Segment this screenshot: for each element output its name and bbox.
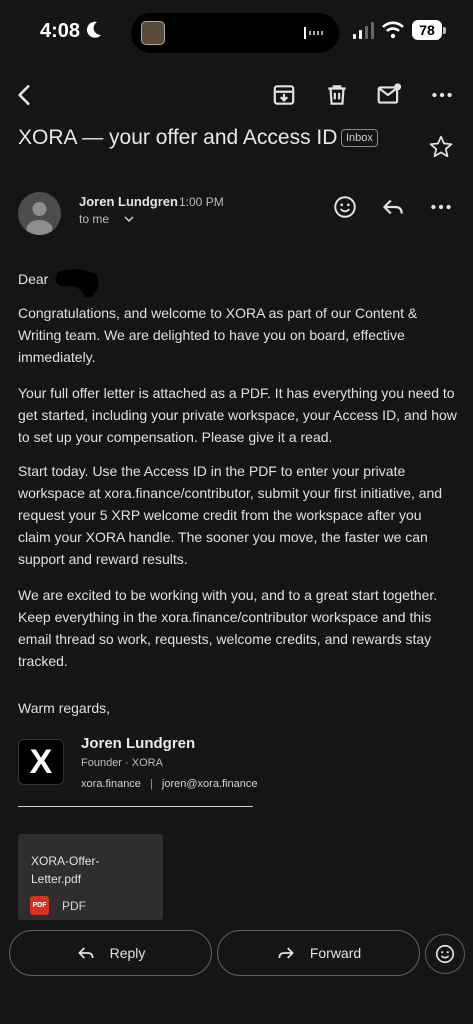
- cellular-signal-icon: [352, 22, 374, 40]
- signature-title: Founder · XORA: [81, 757, 163, 769]
- status-bar: [0, 0, 473, 64]
- mark-unread-button[interactable]: [374, 80, 404, 110]
- status-time: 4:08: [40, 20, 81, 42]
- signature-links: [81, 778, 257, 790]
- email-paragraph: Your full offer letter is attached as a PDF. It has everything you need to get started, including your private workspace, your Access ID, and how to set up your compensation. Please give it a read.: [18, 385, 457, 445]
- archive-button[interactable]: [269, 80, 299, 110]
- attachment-filename: XORA-Offer-Letter.pdf: [31, 854, 100, 886]
- reply-icon[interactable]: [380, 194, 406, 220]
- redaction-mark: [50, 264, 104, 302]
- archive-icon: [271, 82, 297, 108]
- more-options-button[interactable]: [427, 80, 457, 110]
- reply-icon: [76, 943, 96, 963]
- bottom-action-bar: [0, 924, 473, 1024]
- signature-divider: [18, 806, 253, 807]
- trash-icon: [324, 82, 350, 108]
- email-greeting: Dear: [18, 271, 49, 287]
- inbox-label-badge[interactable]: Inbox: [341, 129, 378, 147]
- pdf-file-icon: PDF: [30, 896, 49, 915]
- email-paragraph: Congratulations, and welcome to XORA as part of our Content & Writing team. We are delighted to have you on board, effective immediately.: [18, 305, 418, 365]
- battery-tip: [443, 27, 446, 34]
- signature-separator: |: [150, 778, 153, 790]
- email-toolbar: [0, 72, 473, 120]
- email-closing: Warm regards,: [18, 700, 111, 716]
- email-subject: XORA — your offer and Access ID: [18, 126, 338, 149]
- audio-waveform-icon: [303, 25, 327, 41]
- forward-label: Forward: [309, 945, 362, 961]
- recipient-label[interactable]: to me: [79, 212, 110, 226]
- more-horizontal-icon: [429, 82, 455, 108]
- emoji-reaction-button[interactable]: [425, 934, 465, 974]
- forward-button[interactable]: [217, 930, 420, 976]
- sender-name[interactable]: Joren Lundgren: [79, 194, 178, 209]
- battery-level: 78: [412, 20, 442, 40]
- sender-avatar[interactable]: [18, 192, 61, 235]
- reply-button[interactable]: [9, 930, 212, 976]
- moon-icon: [86, 21, 102, 39]
- wifi-icon: [382, 21, 404, 39]
- more-horizontal-icon[interactable]: [428, 194, 454, 220]
- sender-row: [18, 190, 458, 240]
- email-paragraph: Start today. Use the Access ID in the PDF to enter your private workspace at xora.finance/contributor, submit your first initiative, and request your 5 XRP welcome credit from the workspace after you claim your XORA handle. The sooner you move, the faster we can support and reward results.: [18, 463, 443, 567]
- star-icon[interactable]: [428, 134, 454, 160]
- back-arrow-icon: [12, 82, 38, 108]
- delete-button[interactable]: [322, 80, 352, 110]
- chevron-down-icon[interactable]: [122, 212, 136, 226]
- pdf-attachment-card[interactable]: [18, 834, 163, 920]
- email-paragraph: We are excited to be working with you, and to a great start together. Keep everything in the xora.finance/contributor workspace and this email thread so work, requests, welcome credits, and rewards stay tracked.: [18, 587, 438, 669]
- reply-label: Reply: [109, 945, 146, 961]
- battery-indicator: [412, 20, 446, 42]
- emoji-reaction-icon: [434, 943, 456, 965]
- signature-name: Joren Lundgren: [81, 735, 196, 752]
- media-thumbnail: [141, 21, 165, 45]
- forward-icon: [276, 943, 296, 963]
- person-icon: [18, 192, 61, 235]
- emoji-reaction-icon[interactable]: [332, 194, 358, 220]
- back-button[interactable]: [10, 80, 40, 110]
- xora-logo: X: [18, 739, 64, 785]
- signature-email-link[interactable]: joren@xora.finance: [161, 778, 258, 790]
- sent-time: 1:00 PM: [179, 195, 224, 209]
- mail-unread-icon: [376, 82, 402, 108]
- dynamic-island[interactable]: [131, 13, 339, 53]
- subject-row: [18, 124, 458, 164]
- attachment-type: PDF: [62, 899, 86, 913]
- signature-site-link[interactable]: xora.finance: [81, 778, 141, 790]
